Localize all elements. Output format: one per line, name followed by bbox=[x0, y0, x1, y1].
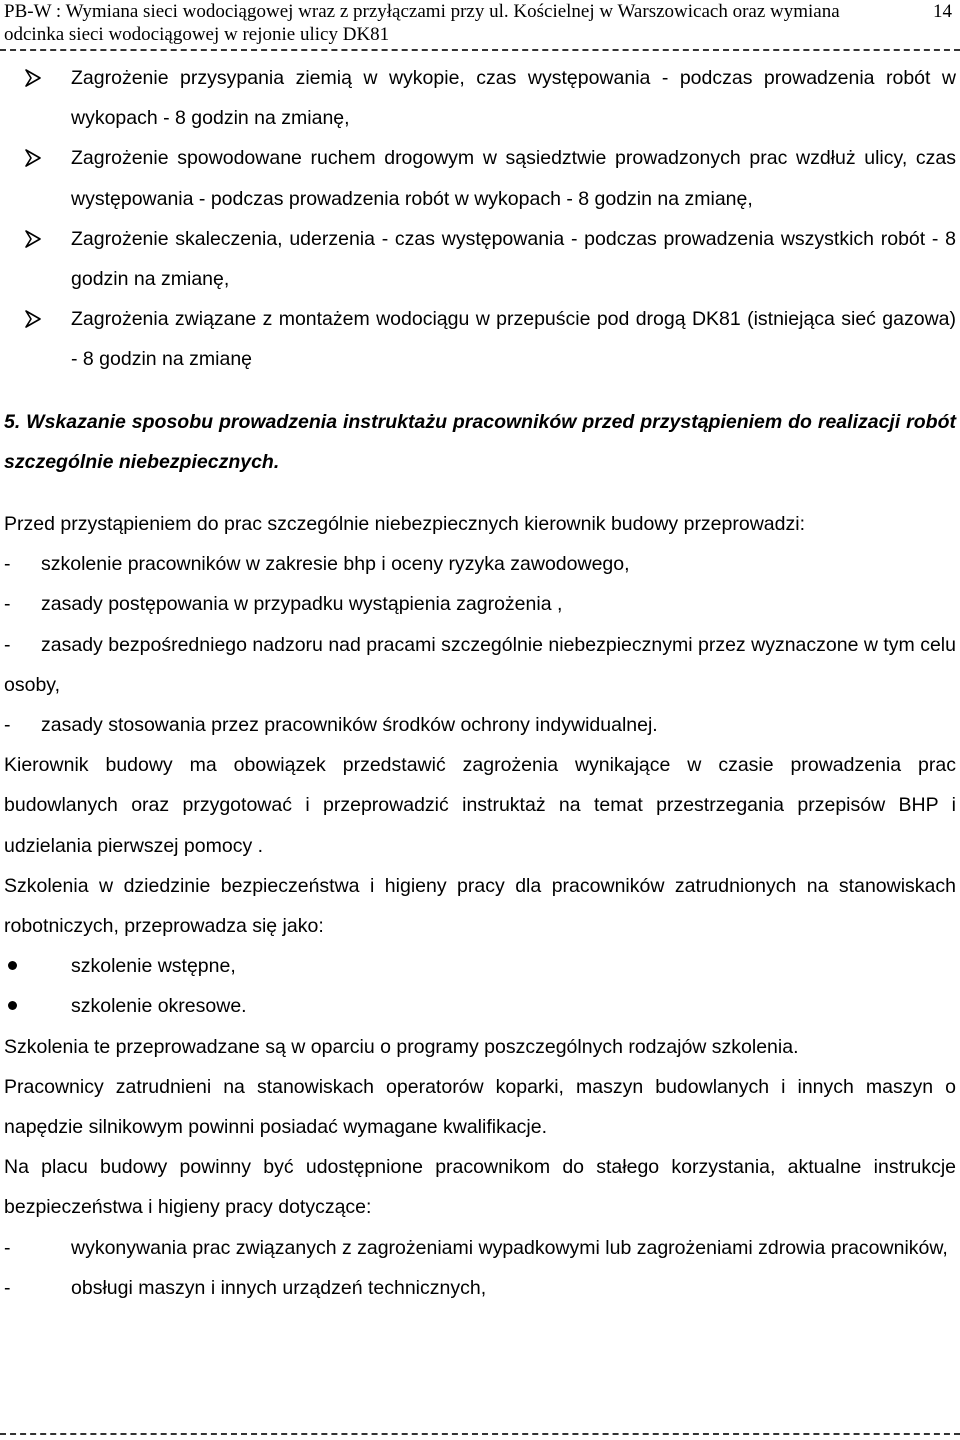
trainings-paragraph: Szkolenia w dziedzinie bezpieczeństwa i higieny pracy dla pracowników zatrudnionych na stanowiskach robotniczych, przeprowadza się jako: bbox=[4, 874, 956, 938]
manager-duty-item bbox=[4, 625, 956, 705]
bullet-dot-icon bbox=[8, 1001, 17, 1010]
arrow-bullet-icon bbox=[24, 219, 46, 259]
spacer bbox=[4, 482, 956, 504]
operators-paragraph: Pracownicy zatrudnieni na stanowiskach operatorów koparki, maszyn budowlanych i innych maszyn o napędzie silnikowym powinni posiadać wymagane kwalifikacje. bbox=[4, 1075, 956, 1139]
hazard-item bbox=[4, 299, 956, 379]
hazard-item bbox=[4, 138, 956, 218]
hazard-text: Zagrożenie przysypania ziemią w wykopie, czas występowania - podczas prowadzenia robót w wykopach - 8 godzin na zmianę, bbox=[71, 67, 956, 130]
header-title-line-1: PB-W : Wymiana sieci wodociągowej wraz z przyłączami przy ul. Kościelnej w Warszowicach oraz wymiana bbox=[4, 1, 840, 22]
instructions-paragraph: Na placu budowy powinny być udostępnione pracownikom do stałego korzystania, aktualne instrukcje bezpieczeństwa i higieny pracy dotyczące: bbox=[4, 1156, 956, 1219]
hazard-text: Zagrożenie spowodowane ruchem drogowym w sąsiedztwie prowadzonych prac wzdłuż ulicy, czas występowania - podczas prowadzenia robót w wykopach - 8 godzin na zmianę, bbox=[71, 147, 956, 210]
hazard-item bbox=[4, 58, 956, 138]
dash-marker: - bbox=[4, 553, 11, 576]
intro-paragraph: Przed przystąpieniem do prac szczególnie niebezpiecznych kierownik budowy przeprowadzi: bbox=[4, 513, 805, 536]
header-title bbox=[4, 0, 884, 46]
instruction-text: wykonywania prac związanych z zagrożeniami wypadkowymi lub zagrożeniami zdrowia pracowników, bbox=[71, 1236, 948, 1259]
hazard-text: Zagrożenia związane z montażem wodociągu w przepuście pod drogą DK81 (istniejąca sieć gazowa) - 8 godzin na zmianę bbox=[71, 308, 956, 371]
manager-duty-text: zasady stosowania przez pracowników środków ochrony indywidualnej. bbox=[41, 714, 658, 737]
manager-duty-item bbox=[4, 544, 956, 584]
training-text: szkolenie okresowe. bbox=[71, 995, 247, 1018]
footer-divider bbox=[0, 1433, 960, 1435]
document-body bbox=[4, 58, 956, 1308]
manager-duty-item bbox=[4, 705, 956, 745]
manager-obligation-paragraph: Kierownik budowy ma obowiązek przedstawić zagrożenia wynikające w czasie prowadzenia prac budowlanych oraz przygotować i przeprowadzić instruktaż na temat przestrzegania przepisów BHP i udzielania pierwszej pomocy . bbox=[4, 754, 956, 857]
page-header bbox=[4, 0, 956, 46]
hazard-list bbox=[4, 58, 956, 380]
arrow-bullet-icon bbox=[24, 299, 46, 339]
instruction-item bbox=[4, 1268, 956, 1308]
arrow-bullet-icon bbox=[24, 58, 46, 98]
programs-paragraph: Szkolenia te przeprowadzane są w oparciu o programy poszczególnych rodzajów szkolenia. bbox=[4, 1035, 799, 1058]
dash-marker: - bbox=[4, 1236, 11, 1259]
arrow-bullet-icon bbox=[24, 138, 46, 178]
bullet-dot-icon bbox=[8, 961, 17, 970]
manager-duty-text: zasady postępowania w przypadku wystąpienia zagrożenia , bbox=[41, 593, 563, 616]
hazard-item bbox=[4, 219, 956, 299]
header-title-line-2: odcinka sieci wodociągowej w rejonie ulicy DK81 bbox=[4, 24, 390, 45]
section-5-heading: 5. Wskazanie sposobu prowadzenia instruktażu pracowników przed przystąpieniem do realizacji robót szczególnie niebezpiecznych. bbox=[4, 410, 956, 473]
manager-duty-text: szkolenie pracowników w zakresie bhp i oceny ryzyka zawodowego, bbox=[41, 553, 630, 576]
instruction-item bbox=[4, 1228, 956, 1268]
dash-marker: - bbox=[4, 1276, 11, 1299]
dash-marker: - bbox=[4, 714, 11, 737]
training-text: szkolenie wstępne, bbox=[71, 955, 236, 978]
dash-marker: - bbox=[4, 633, 11, 656]
training-item bbox=[4, 986, 956, 1026]
page-number: 14 bbox=[933, 1, 952, 22]
manager-duty-text: zasady bezpośredniego nadzoru nad pracami szczególnie niebezpiecznymi przez wyznaczone w tym celu osoby, bbox=[4, 633, 956, 696]
hazard-text: Zagrożenie skaleczenia, uderzenia - czas występowania - podczas prowadzenia wszystkich robót - 8 godzin na zmianę, bbox=[71, 227, 956, 291]
dash-marker: - bbox=[4, 593, 11, 616]
manager-duty-item bbox=[4, 584, 956, 624]
training-item bbox=[4, 946, 956, 986]
header-divider bbox=[0, 49, 960, 51]
instruction-text: obsługi maszyn i innych urządzeń technicznych, bbox=[71, 1276, 487, 1299]
